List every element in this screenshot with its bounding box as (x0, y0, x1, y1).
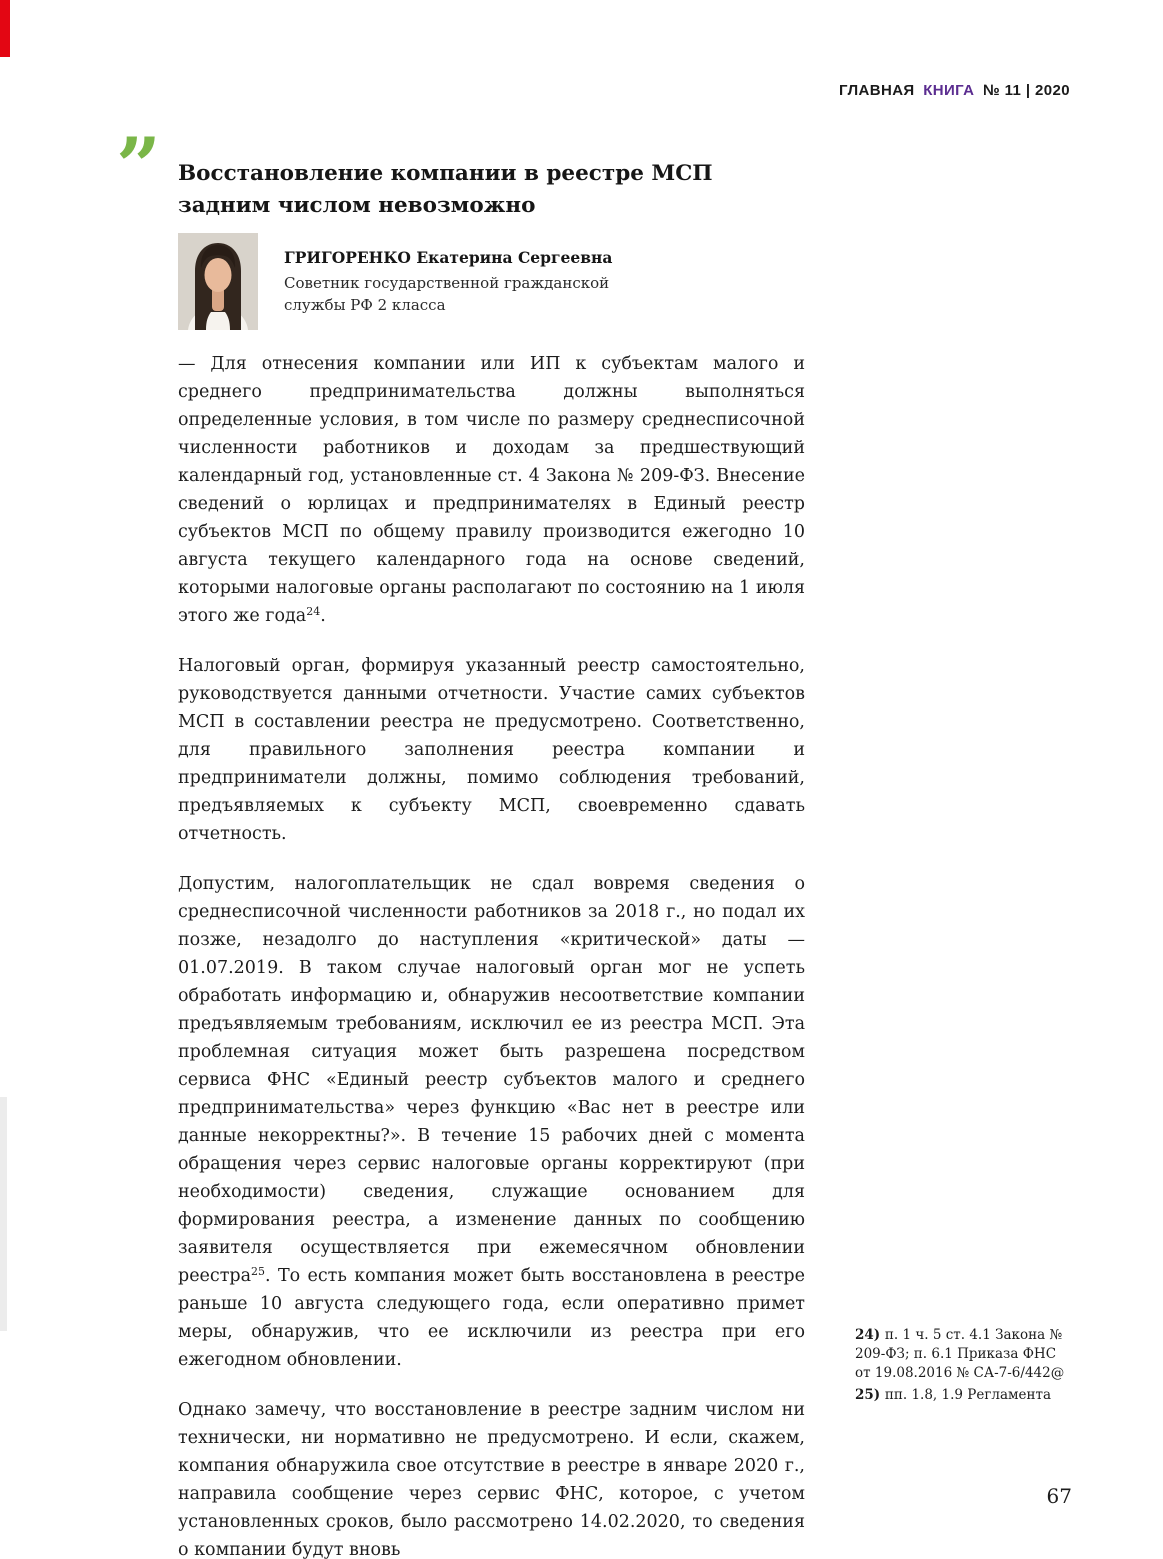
issue-number: № 11 | 2020 (982, 82, 1070, 99)
author-photo (178, 233, 258, 330)
paragraph: Допустим, налогоплательщик не сдал вовремя сведения о среднесписочной численности работников за 2018 г., но подал их позже, незадолго до наступления «критической» даты — 01.07.2019. В таком случае налоговый орган мог не успеть обработать информацию и, обнаружив несоответствие компании предъявляемым требованиям, исключил ее из реестра МСП. Эта проблемная ситуация может быть разрешена посредством сервиса ФНС «Единый реестр субъектов малого и среднего предпринимательства» через функцию «Вас нет в реестре или данные некорректны?». В течение 15 рабочих дней с момента обращения через сервис налоговые органы корректируют (при необходимости) сведения, служащие основанием для формирования реестра, а изменение данных по сообщению заявителя осуществляется при ежемесячном обновлении реестра$^{25}$. То есть компания может быть восстановлена в реестре раньше 10 августа следующего года, если оперативно примет меры, обнаружив, что ее исключили из реестра при его ежегодном обновлении. (178, 874, 805, 1370)
page-number: 67 (1046, 1484, 1072, 1508)
paragraph: Налоговый орган, формируя указанный реестр самостоятельно, руководствуется данными отчетности. Участие самих субъектов МСП в составлении реестра не предусмотрено. Соответственно, для правильного заполнения реестра компании и предприниматели должны, помимо соблюдения требований, предъявляемых к субъекту МСП, своевременно сдавать отчетность. (178, 656, 805, 844)
footnote-ref: 24 (306, 604, 321, 618)
article-title: Восстановление компании в реестре МСП задним числом невозможно (178, 161, 713, 218)
footnote: 25) пп. 1.8, 1.9 Регламента (855, 1387, 1052, 1403)
red-corner-mark (0, 0, 10, 57)
left-margin-strip (0, 1097, 7, 1331)
paragraph: — Для отнесения компании или ИП к субъектам малого и среднего предпринимательства должны выполняться определенные условия, в том числе по размеру среднесписочной численности работников и доходам за предшествующий календарный год, установленные ст. 4 Закона № 209-ФЗ. Внесение сведений о юрлицах и предпринимателях в Единый реестр субъектов МСП по общему правилу производится ежегодно 10 августа текущего календарного года на основе сведений, которыми налоговые органы располагают по состоянию на 1 июля этого же года$^{24}$. (178, 354, 805, 626)
author-name: ГРИГОРЕНКО Екатерина Сергеевна (284, 248, 613, 267)
footnote-ref: 25 (251, 1264, 266, 1278)
paragraph: Однако замечу, что восстановление в реестре задним числом ни технически, ни нормативно не предусмотрено. И если, скажем, компания обнаружила свое отсутствие в реестре в январе 2020 г., направила сообщение через сервис ФНС, которое, с учетом установленных сроков, было рассмотрено 14.02.2020, то сведения о компании будут вновь (178, 1400, 805, 1559)
issue-header (839, 82, 1070, 99)
magazine-brand-part2: КНИГА (923, 82, 975, 99)
author-position: Советник государственной гражданской службы РФ 2 класса (284, 274, 610, 315)
author-block (178, 233, 656, 330)
footnote: 24) п. 1 ч. 5 ст. 4.1 Закона № 209-ФЗ; п. 6.1 Приказа ФНС от 19.08.2016 № СА-7-6/442@ (855, 1327, 1065, 1381)
portrait-illustration (178, 233, 258, 330)
author-info (284, 233, 656, 317)
footnotes (855, 1326, 1071, 1408)
magazine-brand-part1: ГЛАВНАЯ (839, 82, 915, 99)
article-body (178, 350, 805, 1559)
quote-icon: ” (116, 121, 161, 212)
